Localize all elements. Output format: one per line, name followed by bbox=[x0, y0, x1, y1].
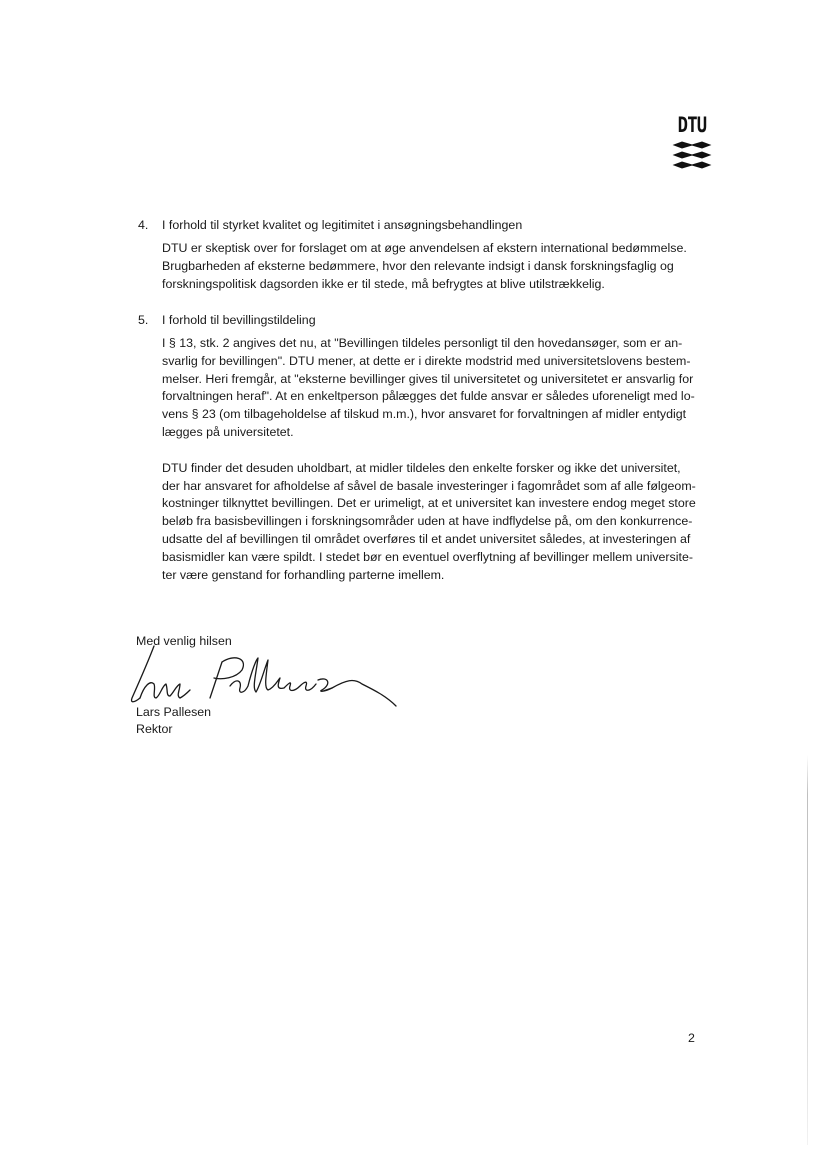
text-line: kostninger tilknyttet bevillingen. Det er urimeligt, at et universitet kan investere endog meget store bbox=[162, 496, 696, 511]
dtu-logo-text: DTU bbox=[677, 113, 707, 137]
dtu-logo bbox=[668, 113, 716, 173]
signer-name: Lars Pallesen bbox=[136, 705, 212, 719]
section-number: 4. bbox=[138, 218, 149, 232]
text-line: lægges på universitetet. bbox=[162, 424, 294, 439]
text-line: udsatte del af bevillingen til området overføres til et andet universitet således, at investeringen af bbox=[162, 531, 691, 546]
section-heading bbox=[138, 311, 718, 329]
paragraph bbox=[162, 240, 710, 293]
dtu-logo-marks-icon bbox=[672, 141, 712, 171]
closing-greeting: Med venlig hilsen bbox=[136, 634, 232, 648]
text-line: ter være genstand for forhandling parterne imellem. bbox=[162, 567, 445, 582]
scan-edge-line bbox=[807, 755, 808, 1145]
paragraph bbox=[162, 335, 710, 442]
section-number: 5. bbox=[138, 313, 149, 327]
text-line: melser. Heri fremgår, at "eksterne bevillinger gives til universitetet og universitetet er ansvarlig for bbox=[162, 371, 694, 386]
text-line: beløb fra basisbevillingen i forskningsområder uden at have indflydelse på, om den konkurrence- bbox=[162, 514, 693, 529]
paragraph bbox=[162, 460, 710, 585]
section-heading bbox=[138, 216, 718, 234]
text-line: forskningspolitisk dagsorden ikke er til stede, må befrygtes at blive utilstrækkelig. bbox=[162, 276, 605, 291]
text-line: svarlig for bevillingen". DTU mener, at dette er i direkte modstrid med universitetslovens bestem- bbox=[162, 353, 691, 368]
text-line: I § 13, stk. 2 angives det nu, at "Bevillingen tildeles personligt til den hovedansøger, som er an- bbox=[162, 336, 683, 350]
text-line: DTU finder det desuden uholdbart, at midler tildeles den enkelte forsker og ikke det universitet, bbox=[162, 460, 681, 475]
section-5 bbox=[138, 311, 718, 584]
section-title: I forhold til bevillingstildeling bbox=[162, 313, 316, 327]
section-title: I forhold til styrket kvalitet og legitimitet i ansøgningsbehandlingen bbox=[162, 218, 523, 232]
page-number: 2 bbox=[688, 1031, 695, 1045]
text-line: forvaltningen heraf". At en enkeltperson pålægges det fulde ansvar er således uforeneligt med lo- bbox=[162, 389, 695, 404]
text-line: basismidler kan være spildt. I stedet bør en eventuel overflytning af bevillinger mellem universite- bbox=[162, 549, 693, 564]
text-line: der har ansvaret for afholdelse af såvel de basale investeringer i fagområdet som af alle følgeom- bbox=[162, 478, 696, 493]
section-4 bbox=[138, 216, 718, 293]
text-line: vens § 23 (om tilbageholdelse af tilskud m.m.), hvor ansvaret for forvaltningen af midler entydigt bbox=[162, 407, 687, 422]
signer-title: Rektor bbox=[136, 722, 173, 736]
text-line: Brugbarheden af eksterne bedømmere, hvor den relevante indsigt i dansk forskningsfaglig og bbox=[162, 258, 674, 273]
text-line: DTU er skeptisk over for forslaget om at øge anvendelsen af ekstern international bedømmelse. bbox=[162, 241, 687, 255]
